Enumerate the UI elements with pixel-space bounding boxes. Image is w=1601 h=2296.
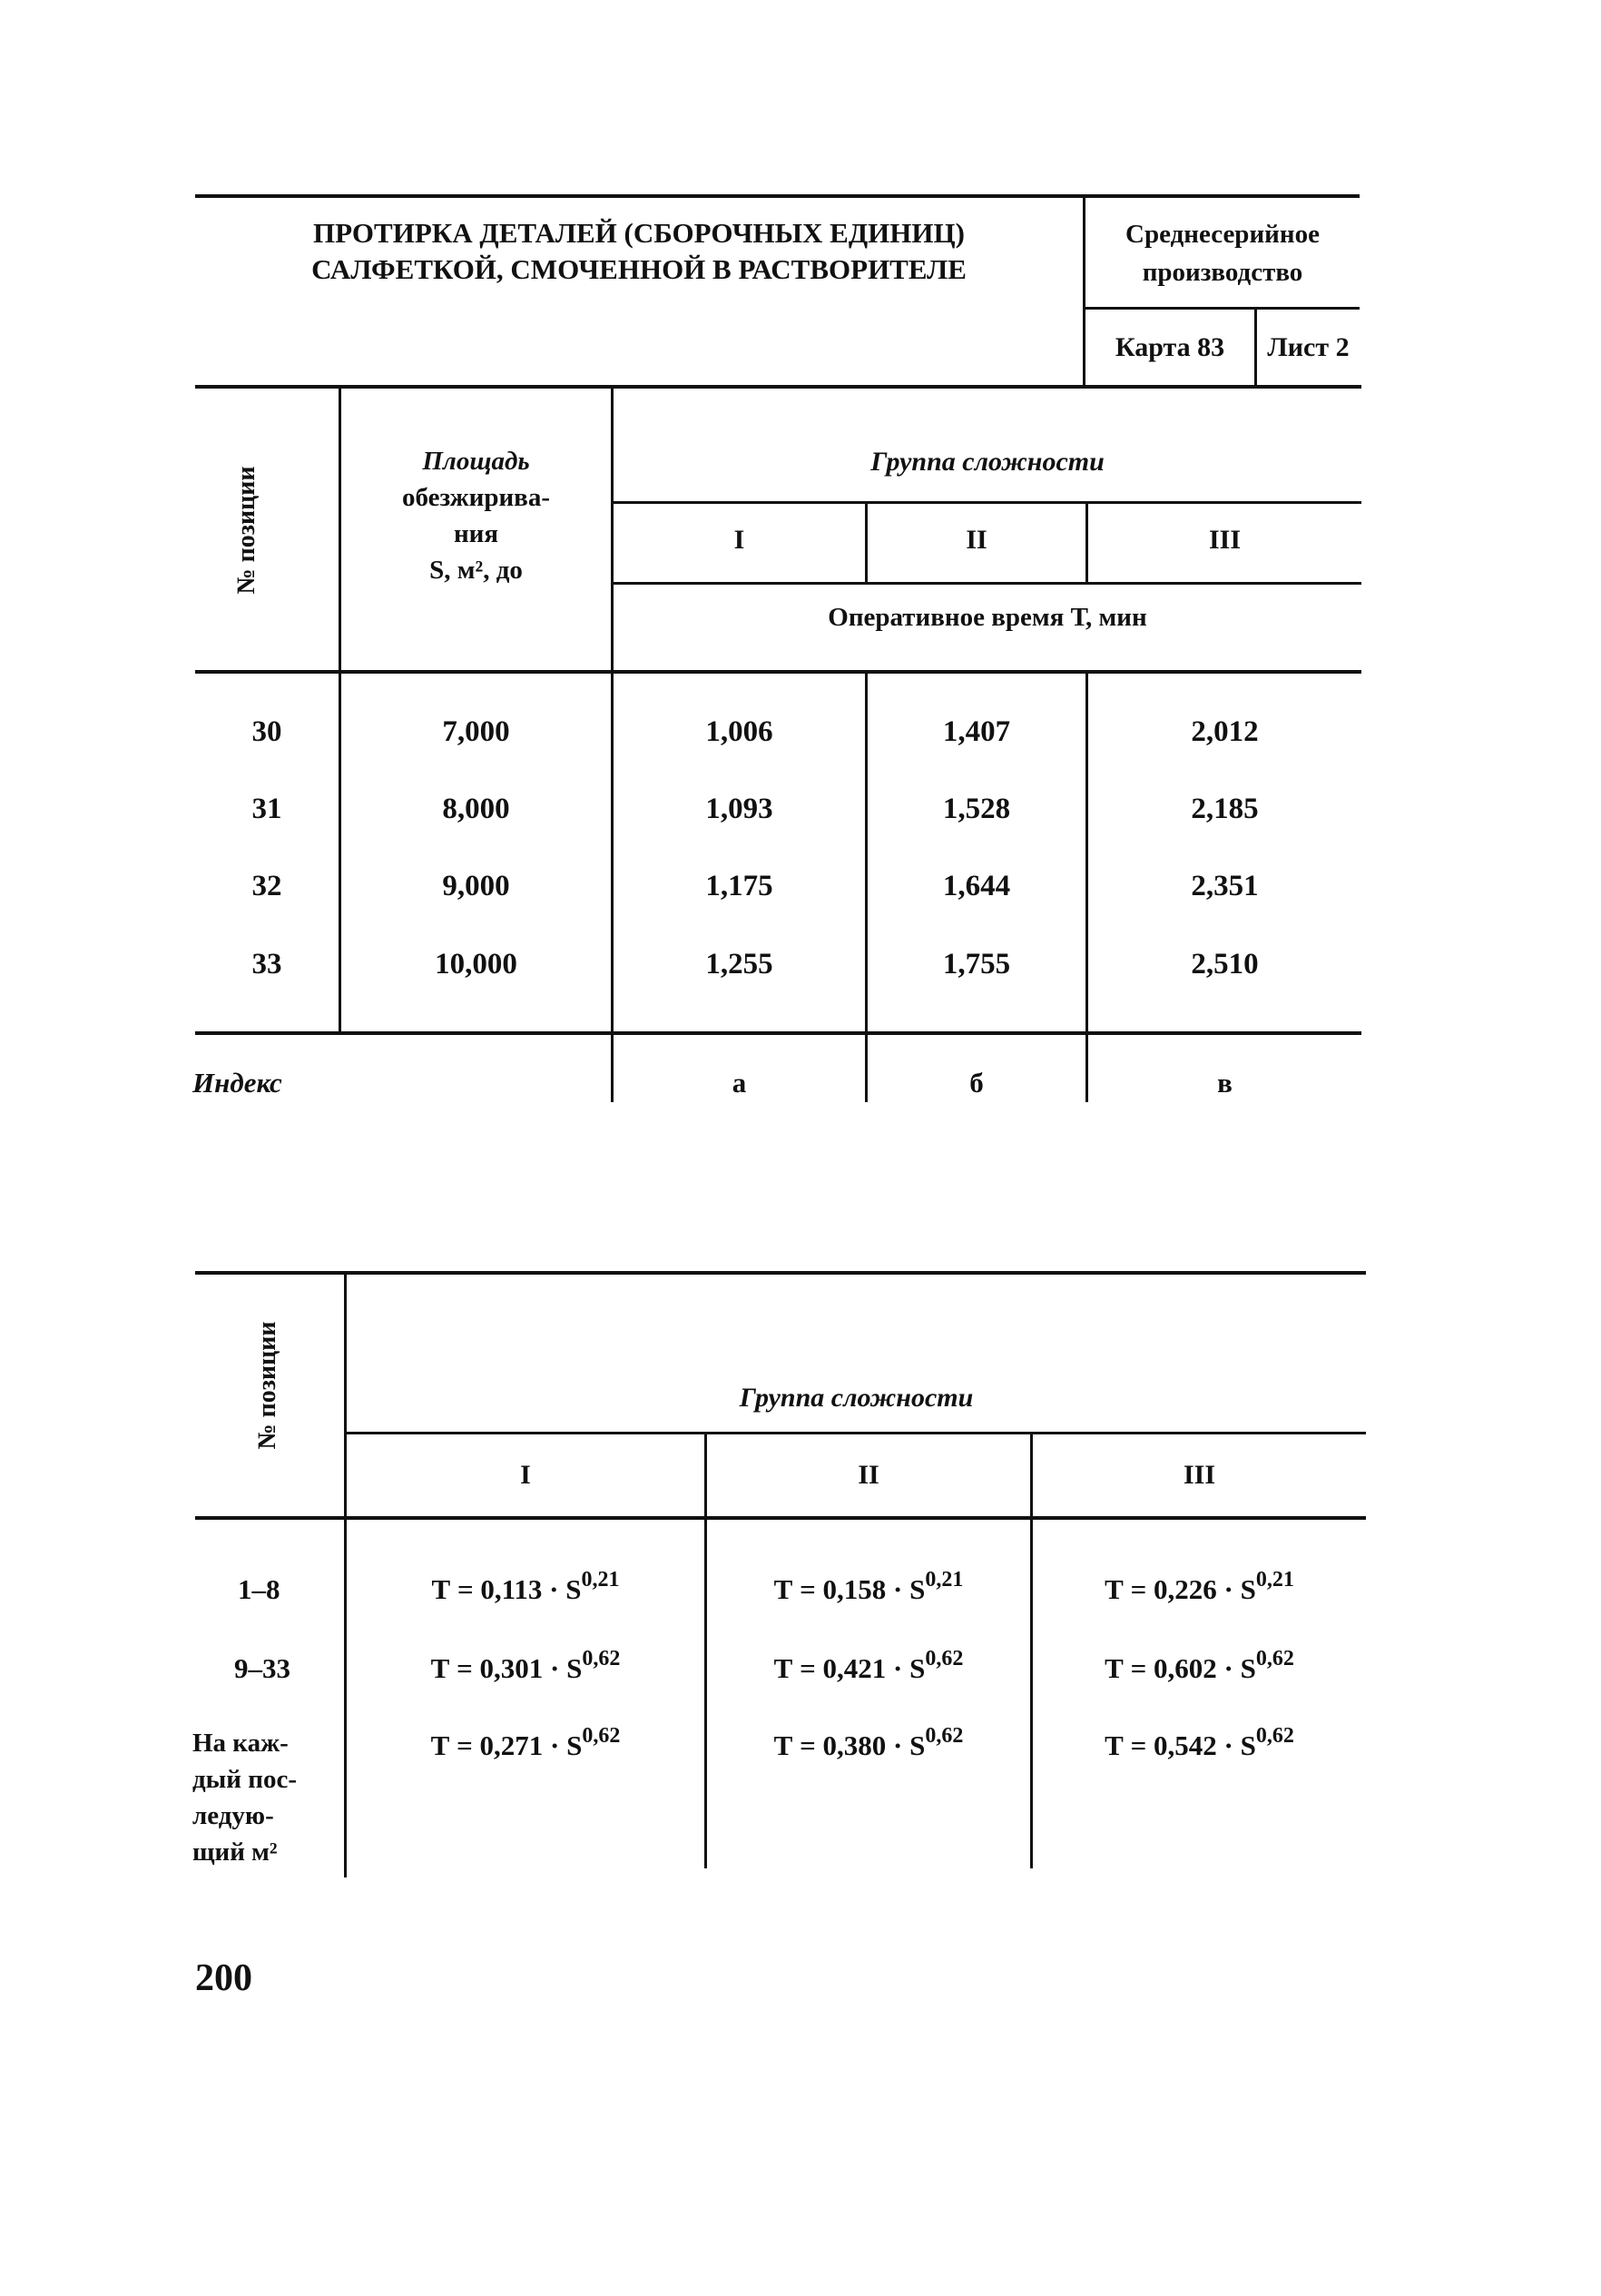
time-II-cell: 1,407 (942, 715, 1011, 748)
table2-header-bottom-rule (195, 1516, 1366, 1520)
time-III-cell: 2,351 (1191, 870, 1259, 902)
header-mid-rule (1083, 307, 1360, 310)
table1-group-II: II (966, 525, 987, 555)
formula-I-cell (347, 1568, 704, 1606)
time-III-cell: 2,012 (1191, 715, 1259, 748)
formula-II-cell (707, 1724, 1030, 1762)
formula-II-cell (707, 1568, 1030, 1606)
formula-I-cell (347, 1647, 704, 1685)
time-II-cell: 1,528 (942, 793, 1011, 825)
position-cell: 1–8 (238, 1573, 280, 1605)
time-I-cell: 1,093 (705, 793, 773, 825)
position-cell: 32 (251, 870, 282, 902)
table2-group-header: Группа сложности (739, 1383, 974, 1413)
table1-group-III: III (1208, 525, 1242, 555)
production-line-2: производство (1142, 258, 1303, 287)
table1-header-bottom-rule (195, 670, 1361, 674)
table1-top-rule (195, 385, 1361, 389)
formula-exponent: 0,21 (581, 1568, 620, 1591)
title-line-1: ПРОТИРКА ДЕТАЛЕЙ (СБОРОЧНЫХ ЕДИНИЦ) (313, 217, 965, 249)
time-III-cell: 2,510 (1191, 948, 1259, 980)
area-header-line-4: S, м², до (429, 556, 523, 585)
formula-III-cell (1033, 1724, 1366, 1762)
index-b: б (969, 1067, 984, 1099)
index-label: Индекс (192, 1067, 282, 1099)
position-cell: 31 (251, 793, 282, 825)
table1-group-header: Группа сложности (870, 447, 1105, 477)
time-II-cell: 1,644 (942, 870, 1011, 902)
formula-base: Т = 0,542 · S (1105, 1729, 1256, 1761)
position-line-4: щий м² (192, 1838, 278, 1867)
table1-time-header: Оперативное время Т, мин (828, 603, 1147, 632)
formula-I-cell (347, 1724, 704, 1762)
production-line-1: Среднесерийное (1125, 220, 1320, 249)
table2-position-header: № позиции (253, 1321, 281, 1450)
formula-base: Т = 0,380 · S (773, 1729, 926, 1761)
time-I-cell: 1,175 (705, 870, 773, 902)
area-header-line-1: Площадь (422, 447, 530, 476)
table1-group-rule (611, 501, 1361, 504)
time-II-cell: 1,755 (942, 948, 1011, 980)
table2-group-III: III (1183, 1460, 1216, 1490)
time-III-cell: 2,185 (1191, 793, 1259, 825)
area-cell: 10,000 (435, 948, 517, 980)
table2-vline-2 (704, 1432, 707, 1868)
card-number: Карта 83 (1115, 332, 1225, 362)
area-header-line-3: ния (453, 519, 499, 548)
formula-base: Т = 0,226 · S (1105, 1573, 1256, 1605)
time-I-cell: 1,006 (705, 715, 773, 748)
area-header-line-2: обезжирива- (401, 483, 550, 512)
title-line-2: САЛФЕТКОЙ, СМОЧЕННОЙ В РАСТВОРИТЕЛЕ (311, 253, 967, 285)
table2-top-rule (195, 1271, 1366, 1275)
document-title (195, 215, 1083, 288)
formula-III-cell (1033, 1568, 1366, 1606)
position-cell: 33 (251, 948, 282, 980)
area-cell: 9,000 (442, 870, 510, 902)
table2-group-II: II (858, 1460, 879, 1490)
position-cell (192, 1725, 297, 1870)
formula-exponent: 0,21 (1255, 1568, 1294, 1591)
formula-exponent: 0,62 (1255, 1724, 1294, 1748)
time-I-cell: 1,255 (705, 948, 773, 980)
formula-exponent: 0,62 (582, 1647, 621, 1670)
page-number: 200 (195, 1957, 252, 1999)
table1-position-header: № позиции (232, 466, 260, 595)
table2-vline-3 (1030, 1432, 1033, 1868)
index-v: в (1217, 1067, 1233, 1099)
table2-group-I: I (520, 1460, 531, 1490)
table1-time-rule (611, 582, 1361, 585)
formula-base: Т = 0,271 · S (430, 1729, 583, 1761)
formula-III-cell (1033, 1647, 1366, 1685)
position-cell: 30 (251, 715, 282, 748)
table1-body-bottom-rule (195, 1031, 1361, 1035)
formula-base: Т = 0,421 · S (773, 1652, 926, 1684)
position-line-3: ледую- (192, 1801, 274, 1830)
position-cell: 9–33 (234, 1652, 290, 1684)
area-cell: 7,000 (442, 715, 510, 748)
formula-exponent: 0,21 (925, 1568, 964, 1591)
formula-base: Т = 0,113 · S (431, 1573, 582, 1605)
production-type (1085, 215, 1360, 291)
index-a: а (732, 1067, 747, 1099)
table2-group-rule (344, 1432, 1366, 1434)
formula-exponent: 0,62 (925, 1647, 964, 1670)
position-line-1: На каж- (192, 1729, 289, 1758)
header-top-rule (195, 194, 1360, 198)
table1-group-I: I (733, 525, 745, 555)
formula-base: Т = 0,158 · S (773, 1573, 926, 1605)
formula-II-cell (707, 1647, 1030, 1685)
formula-base: Т = 0,301 · S (430, 1652, 583, 1684)
sheet-number: Лист 2 (1267, 332, 1350, 362)
area-cell: 8,000 (442, 793, 510, 825)
table1-area-header (341, 443, 611, 588)
formula-exponent: 0,62 (1255, 1647, 1294, 1670)
formula-exponent: 0,62 (925, 1724, 964, 1748)
position-line-2: дый пос- (192, 1765, 298, 1794)
formula-base: Т = 0,602 · S (1105, 1652, 1256, 1684)
formula-exponent: 0,62 (582, 1724, 621, 1748)
